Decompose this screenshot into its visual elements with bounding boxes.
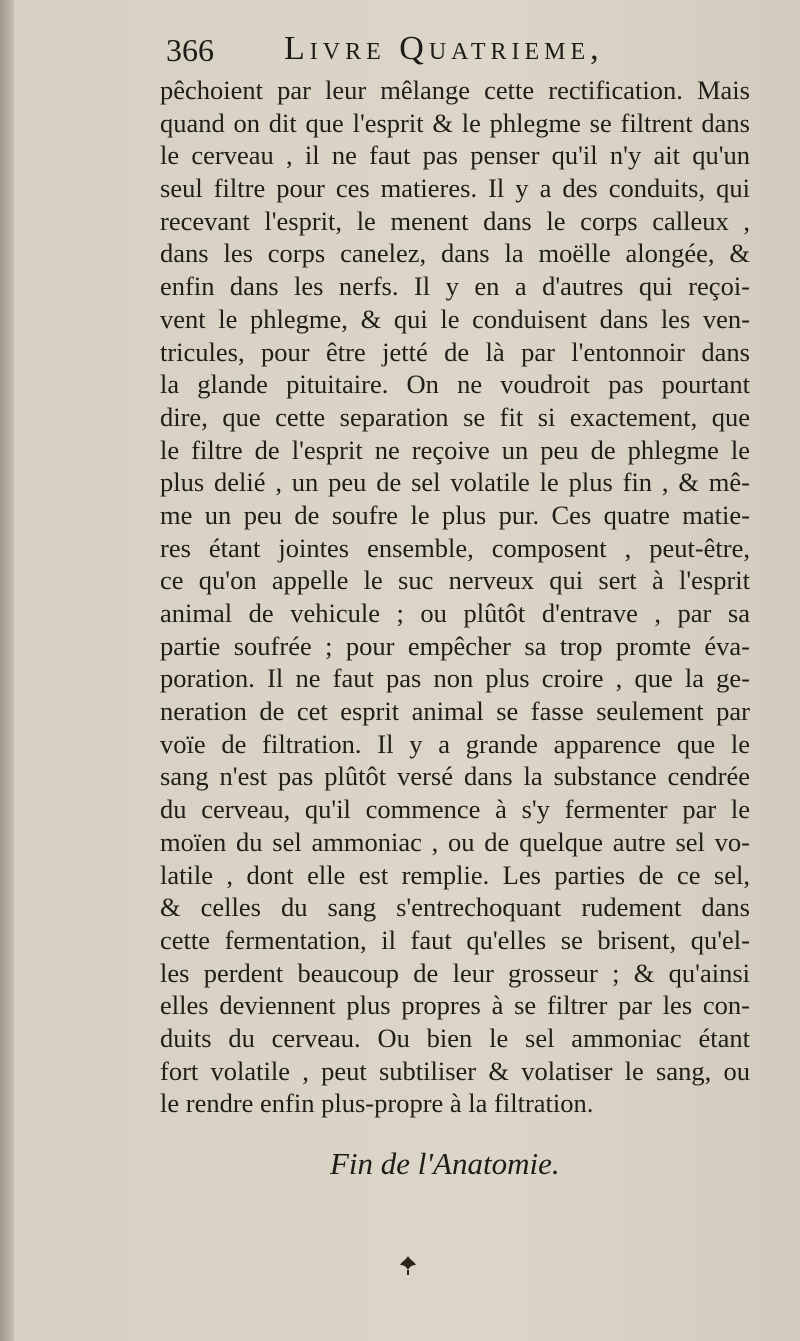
text-line: la glande pituitaire. On ne voudroit pas pourtant bbox=[160, 369, 750, 400]
text-line: & celles du sang s'entrechoquant rudement dans bbox=[160, 892, 750, 923]
book-title: Livre Quatrieme, bbox=[284, 30, 604, 67]
text-line: sang n'est pas plûtôt versé dans la substance cendrée bbox=[160, 761, 750, 792]
text-line: dire, que cette separation se fit si exactement, que bbox=[160, 401, 750, 432]
page-gutter-shadow bbox=[0, 0, 14, 1341]
text-line: res étant jointes ensemble, composent , peut-être, bbox=[160, 532, 750, 563]
text-line: elles deviennent plus propres à se filtrer par les con- bbox=[160, 990, 750, 1021]
text-line: me un peu de soufre le plus pur. Ces quatre matie- bbox=[160, 499, 750, 530]
text-line: cette fermentation, il faut qu'elles se brisent, qu'el- bbox=[160, 924, 750, 955]
text-line: le rendre enfin plus-propre à la filtration. bbox=[160, 1088, 594, 1119]
page-number: 366 bbox=[166, 32, 214, 68]
text-line: partie soufrée ; pour empêcher sa trop promte éva- bbox=[160, 630, 750, 661]
text-line: recevant l'esprit, le menent dans le corps calleux , bbox=[160, 205, 750, 236]
text-line: pêchoient par leur mêlange cette rectification. Mais bbox=[160, 75, 750, 105]
text-line: vent le phlegme, & qui le conduisent dans les ven- bbox=[160, 303, 750, 334]
text-line: dans les corps canelez, dans la moëlle alongée, & bbox=[160, 238, 750, 269]
text-line: les perdent beaucoup de leur grosseur ; & qu'ainsi bbox=[160, 957, 750, 988]
text-line: tricules, pour être jetté de là par l'entonnoir dans bbox=[160, 336, 750, 367]
text-line: le cerveau , il ne faut pas penser qu'il n'y ait qu'un bbox=[160, 140, 750, 171]
running-head bbox=[166, 26, 726, 76]
text-line: moïen du sel ammoniac , ou de quelque autre sel vo- bbox=[160, 826, 750, 857]
text-line: du cerveau, qu'il commence à s'y fermenter par le bbox=[160, 794, 750, 825]
text-line: neration de cet esprit animal se fasse seulement par bbox=[160, 696, 750, 727]
text-line: quand on dit que l'esprit & le phlegme se filtrent dans bbox=[160, 107, 750, 138]
text-line: fort volatile , peut subtiliser & volatiser le sang, ou bbox=[160, 1055, 750, 1086]
fleuron-icon bbox=[396, 1253, 420, 1277]
text-line: poration. Il ne faut pas non plus croire , que la ge- bbox=[160, 663, 750, 694]
text-line: ce qu'on appelle le suc nerveux qui sert à l'esprit bbox=[160, 565, 750, 596]
body-text bbox=[160, 74, 750, 1120]
text-line: animal de vehicule ; ou plûtôt d'entrave , par sa bbox=[160, 598, 750, 628]
text-line: voïe de filtration. Il y a grande apparence que le bbox=[160, 728, 750, 759]
text-line: le filtre de l'esprit ne reçoive un peu de phlegme le bbox=[160, 434, 750, 465]
text-line: seul filtre pour ces matieres. Il y a des conduits, qui bbox=[160, 173, 750, 204]
text-line: enfin dans les nerfs. Il y en a d'autres qui reçoi- bbox=[160, 271, 750, 302]
closing-line: Fin de l'Anatomie. bbox=[330, 1146, 560, 1181]
text-line: plus delié , un peu de sel volatile le plus fin , & mê- bbox=[160, 467, 750, 498]
text-line: duits du cerveau. Ou bien le sel ammoniac étant bbox=[160, 1022, 750, 1053]
text-line: latile , dont elle est remplie. Les parties de ce sel, bbox=[160, 859, 750, 890]
